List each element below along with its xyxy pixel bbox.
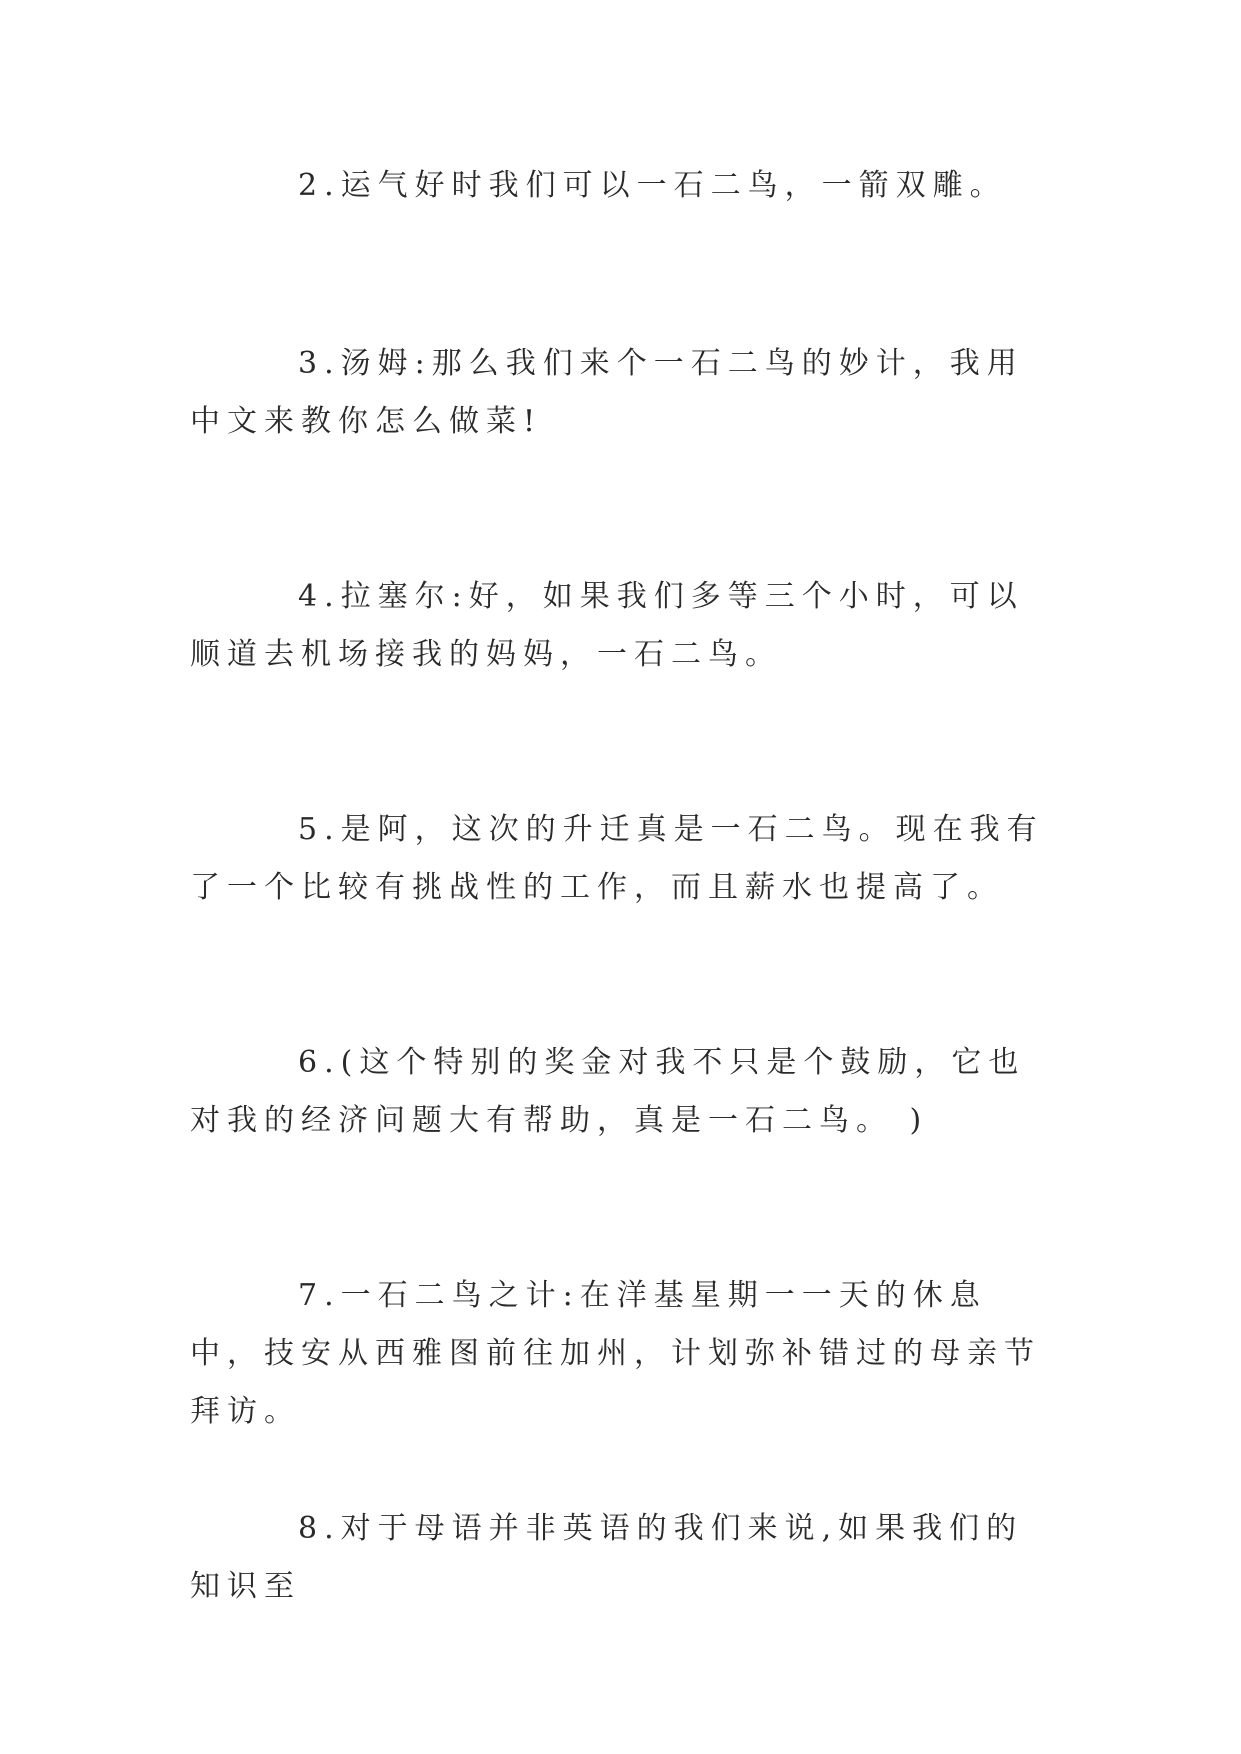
- paragraph-3: 3.汤姆:那么我们来个一石二鸟的妙计，我用中文来教你怎么做菜!: [190, 346, 1024, 439]
- paragraph-4: 4.拉塞尔:好，如果我们多等三个小时，可以顺道去机场接我的妈妈，一石二鸟。: [190, 579, 1024, 672]
- paragraph-5: 5.是阿，这次的升迁真是一石二鸟。现在我有了一个比较有挑战性的工作，而且薪水也提高了。: [190, 812, 1044, 905]
- paragraph-7: 7.一石二鸟之计:在洋基星期一一天的休息中，技安从西雅图前往加州，计划弥补错过的母亲节拜访。: [190, 1278, 1041, 1429]
- paragraph-6: 6.(这个特别的奖金对我不只是个鼓励，它也对我的经济问题大有帮助，真是一石二鸟。 ): [190, 1045, 1026, 1138]
- paragraph-8: 8.对于母语并非英语的我们来说,如果我们的知识至: [190, 1511, 1024, 1604]
- paragraph-2: 2.运气好时我们可以一石二鸟，一箭双雕。: [298, 168, 1007, 203]
